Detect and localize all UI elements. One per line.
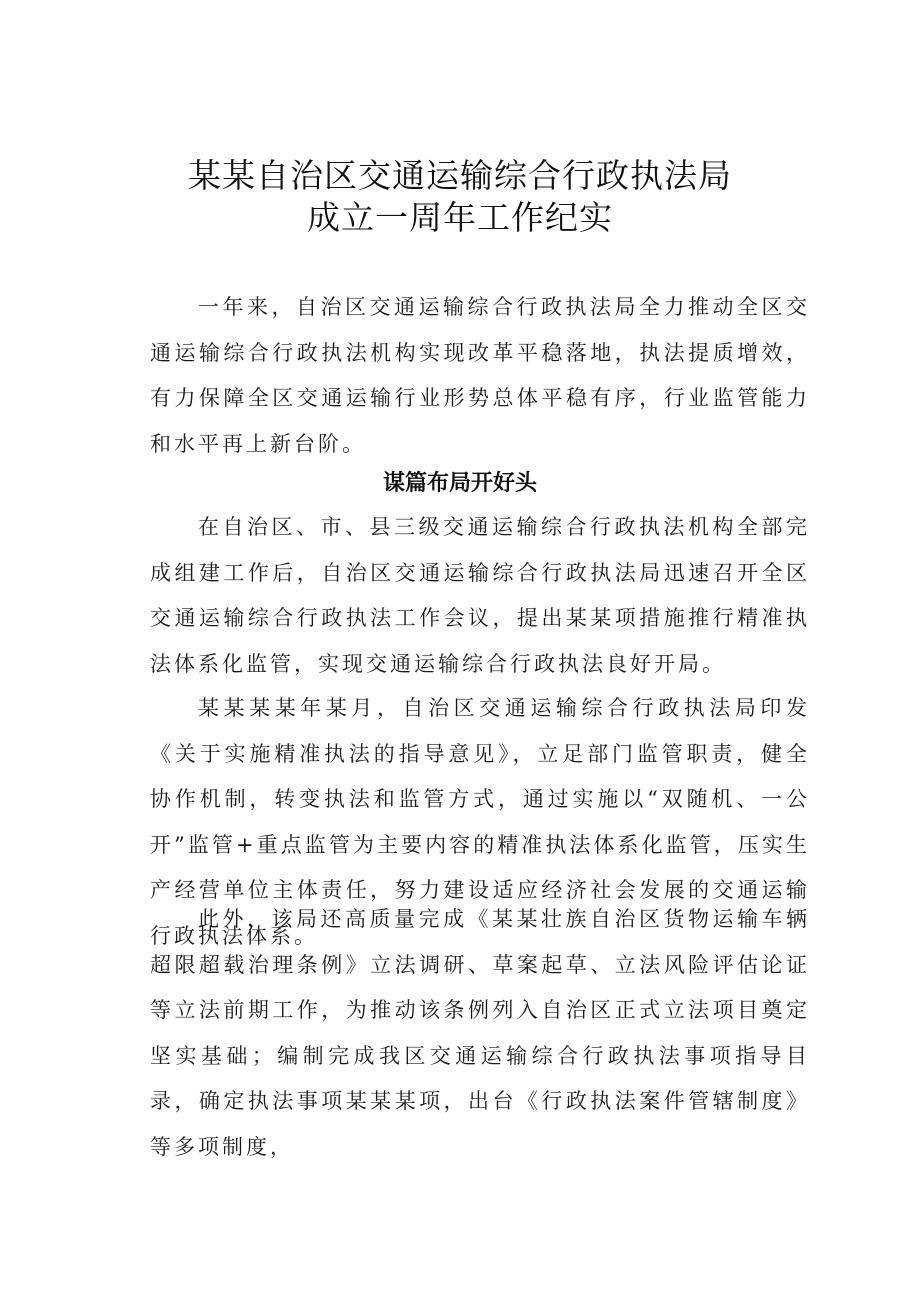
document-title-line-1: 某某自治区交通运输综合行政执法局: [188, 156, 732, 195]
paragraph-intro: 一年来，自治区交通运输综合行政执法局全力推动全区交通运输综合行政执法机构实现改革平稳落地，执法提质增效，有力保障全区交通运输行业形势总体平稳有序，行业监管能力和水平再上新台阶。: [150, 295, 810, 456]
paragraph-body-1: 在自治区、市、县三级交通运输综合行政执法机构全部完成组建工作后，自治区交通运输综合行政执法局迅速召开全区交通运输综合行政执法工作会议，提出某某项措施推行精准执法体系化监管，实现交通运输综合行政执法良好开局。: [150, 515, 810, 676]
paragraph-body-3: 此外，该局还高质量完成《某某壮族自治区货物运输车辆超限超载治理条例》立法调研、草案起草、立法风险评估论证等立法前期工作，为推动该条例列入自治区正式立法项目奠定坚实基础；编制完成我区交通运输综合行政执法事项指导目录，确定执法事项某某某项，出台《行政执法案件管辖制度》等多项制度，: [150, 907, 810, 1159]
document-title-line-2: 成立一周年工作纪实: [307, 198, 613, 237]
section-heading: 谋篇布局开好头: [382, 471, 537, 496]
paragraph-body-2: 某某某某年某月，自治区交通运输综合行政执法局印发《关于实施精准执法的指导意见》，立足部门监管职责，健全协作机制，转变执法和监管方式，通过实施以“双随机、一公开”监管+重点监管为主要内容的精准执法体系化监管，压实生产经营单位主体责任，努力建设适应经济社会发展的交通运输行政执法体系。: [150, 696, 810, 948]
